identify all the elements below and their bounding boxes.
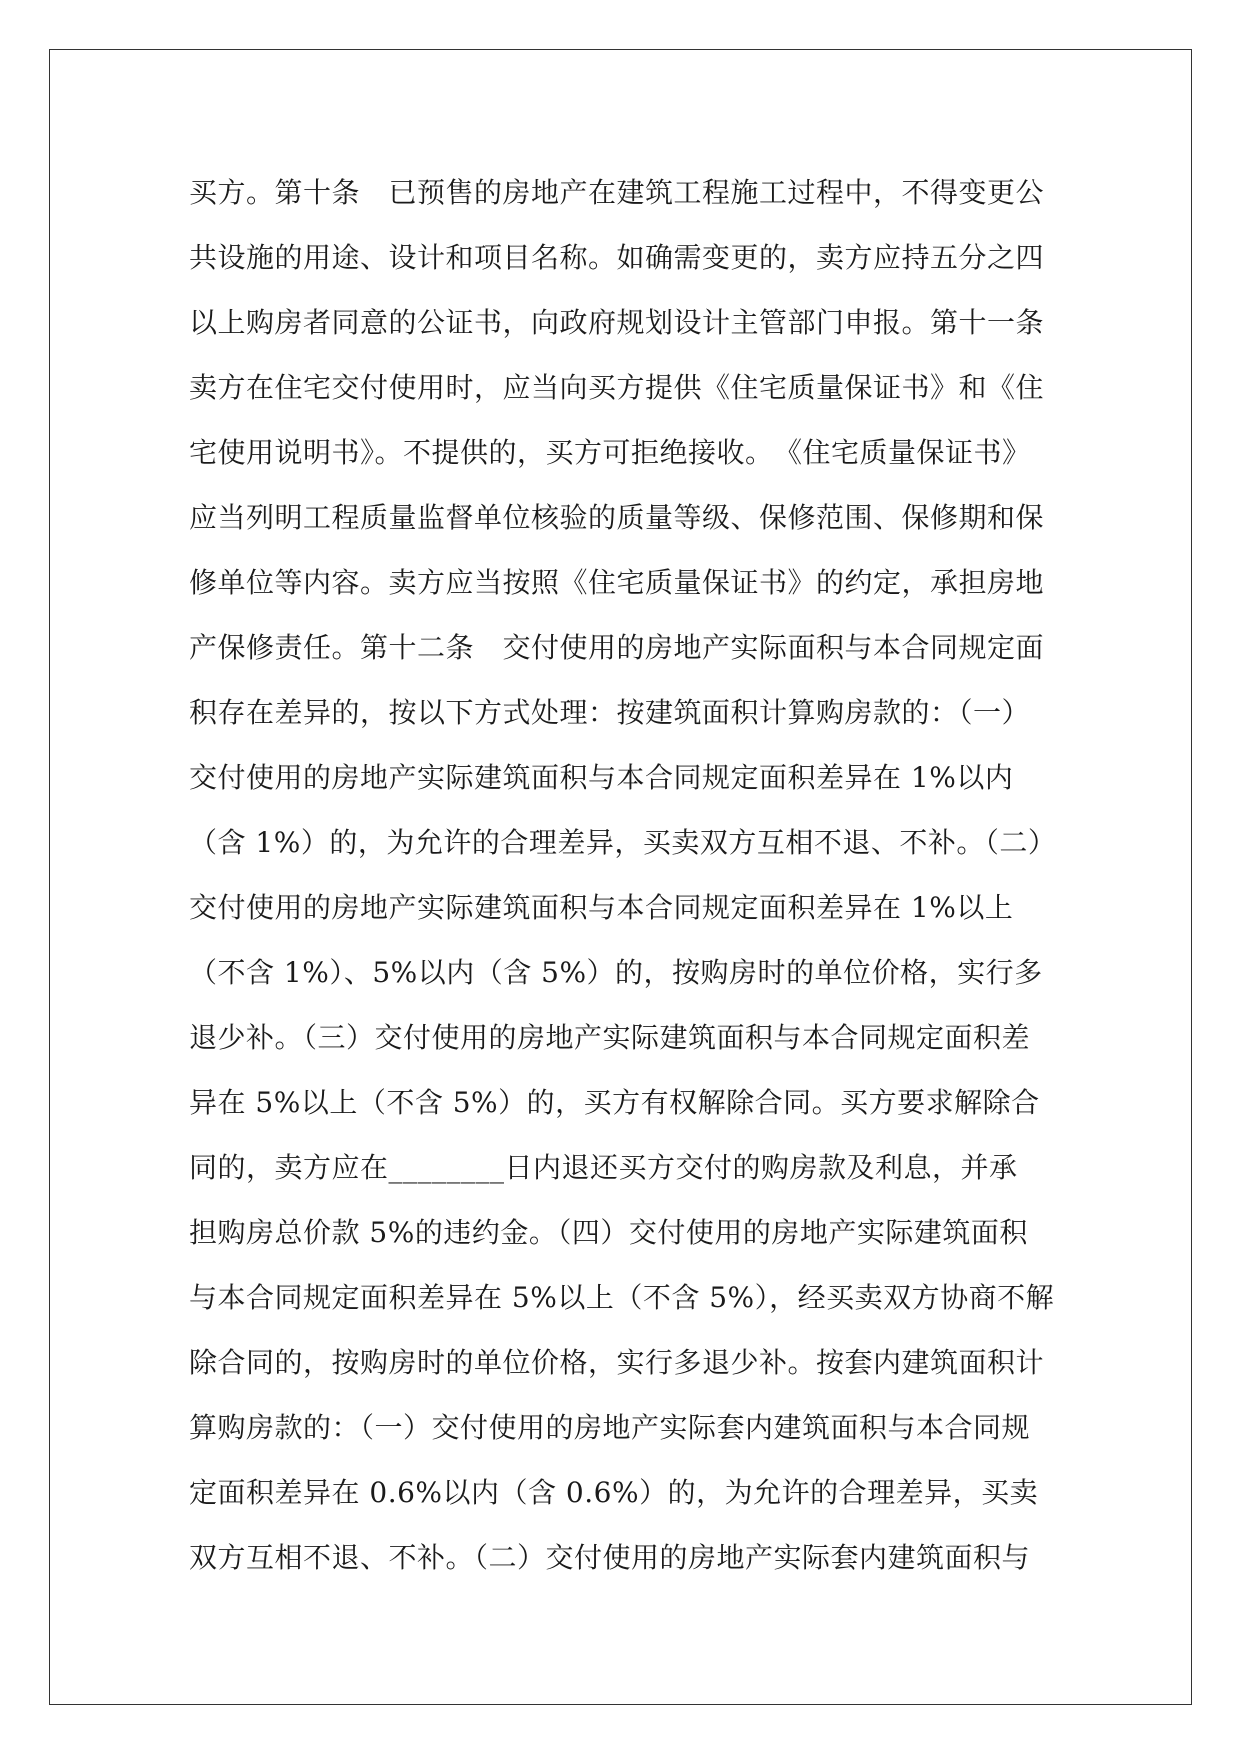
text-line: 以上购房者同意的公证书，向政府规划设计主管部门申报。第十一条 — [189, 306, 1045, 339]
text-line: （含 1%）的，为允许的合理差异，买卖双方互相不退、不补。（二） — [189, 826, 1057, 859]
text-line: 双方互相不退、不补。（二）交付使用的房地产实际套内建筑面积与 — [189, 1541, 1031, 1574]
text-line: 共设施的用途、设计和项目名称。如确需变更的，卖方应持五分之四 — [189, 241, 1045, 274]
text-line: 修单位等内容。卖方应当按照《住宅质量保证书》的约定，承担房地 — [189, 566, 1045, 599]
text-line: 担购房总价款 5%的违约金。（四）交付使用的房地产实际建筑面积 — [189, 1216, 1028, 1249]
text-line: 交付使用的房地产实际建筑面积与本合同规定面积差异在 1%以上 — [189, 891, 1014, 924]
text-line: 卖方在住宅交付使用时，应当向买方提供《住宅质量保证书》和《住 — [189, 371, 1045, 404]
text-line: 应当列明工程质量监督单位核验的质量等级、保修范围、保修期和保 — [189, 501, 1045, 534]
text-line: 买方。第十条 已预售的房地产在建筑工程施工过程中，不得变更公 — [189, 176, 1045, 209]
text-line: （不含 1%）、5%以内（含 5%）的，按购房时的单位价格，实行多 — [189, 956, 1043, 989]
text-line: 宅使用说明书》。不提供的，买方可拒绝接收。 《住宅质量保证书》 — [189, 436, 1031, 469]
text-line: 积存在差异的，按以下方式处理：按建筑面积计算购房款的：（一） — [189, 696, 1031, 729]
text-line: 同的，卖方应在________日内退还买方交付的购房款及利息，并承 — [189, 1151, 1018, 1184]
text-line: 与本合同规定面积差异在 5%以上（不含 5%），经买卖双方协商不解 — [189, 1281, 1055, 1314]
text-line: 定面积差异在 0.6%以内（含 0.6%）的，为允许的合理差异，买卖 — [189, 1476, 1039, 1509]
document-body — [189, 160, 1069, 1590]
text-line: 交付使用的房地产实际建筑面积与本合同规定面积差异在 1%以内 — [189, 761, 1014, 794]
text-line: 退少补。（三）交付使用的房地产实际建筑面积与本合同规定面积差 — [189, 1021, 1031, 1054]
text-line: 异在 5%以上（不含 5%）的，买方有权解除合同。买方要求解除合 — [189, 1086, 1040, 1119]
text-line: 产保修责任。第十二条 交付使用的房地产实际面积与本合同规定面 — [189, 631, 1045, 664]
text-line: 除合同的，按购房时的单位价格，实行多退少补。按套内建筑面积计 — [189, 1346, 1045, 1379]
text-line: 算购房款的：（一）交付使用的房地产实际套内建筑面积与本合同规 — [189, 1411, 1031, 1444]
